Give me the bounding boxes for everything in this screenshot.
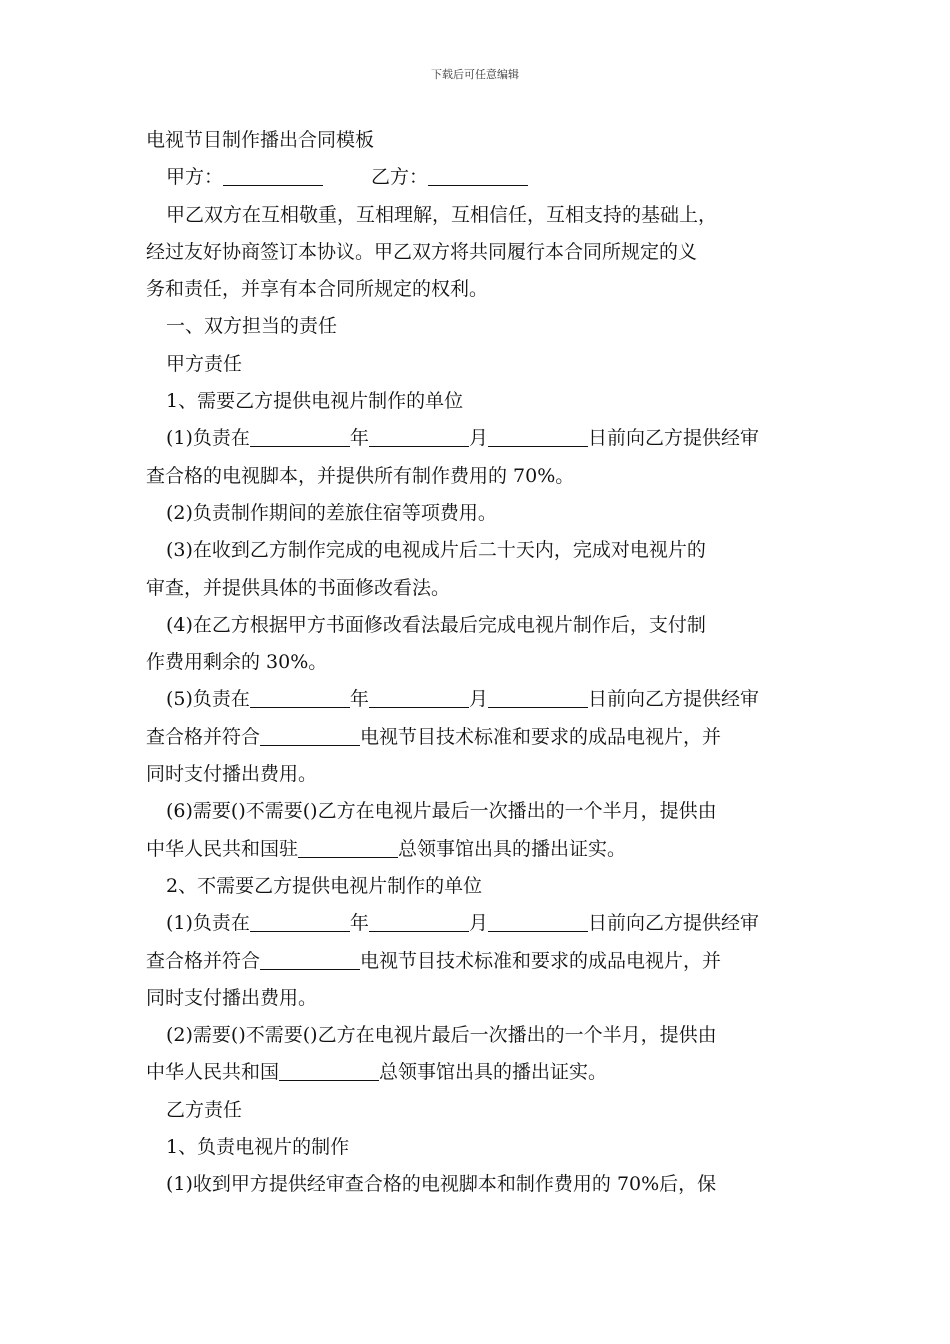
date-blank	[488, 706, 588, 708]
clause-a2-2-line-1: (2)需要()不需要()乙方在电视片最后一次播出的一个半月，提供由	[166, 1024, 717, 1047]
party-a-responsibility-heading: 甲方责任	[166, 352, 243, 375]
clause-b1-heading: 1、负责电视片的制作	[166, 1136, 350, 1159]
date-blank	[488, 930, 588, 932]
clause-a1-3-line-1: (3)在收到乙方制作完成的电视成片后二十天内，完成对电视片的	[166, 539, 706, 562]
parties-line	[146, 159, 811, 196]
standard-blank	[260, 968, 360, 970]
clause-a1-heading: 1、需要乙方提供电视片制作的单位	[166, 390, 464, 413]
party-a-label: 甲方：	[166, 166, 224, 189]
clause-a2-1-line-1: (1)负责在 年 月 日前向乙方提供经审	[166, 912, 759, 935]
clause-a1-4-line-2: 作费用剩余的 30%。	[146, 651, 328, 674]
clause-a1-5-line-3: 同时支付播出费用。	[146, 763, 318, 786]
clause-a2-1-line-3: 同时支付播出费用。	[146, 986, 318, 1009]
date-blank	[369, 930, 469, 932]
section-heading: 一、双方担当的责任	[166, 315, 338, 338]
date-blank	[369, 706, 469, 708]
date-blank	[250, 445, 350, 447]
intro-line-1: 甲乙双方在互相敬重，互相理解，互相信任，互相支持的基础上，	[166, 203, 718, 226]
intro-line-2: 经过友好协商签订本协议。甲乙双方将共同履行本合同所规定的义	[146, 240, 698, 263]
party-a-blank	[223, 184, 323, 186]
clause-a1-3-line-2: 审查，并提供具体的书面修改看法。	[146, 576, 451, 599]
consulate-blank	[279, 1079, 379, 1081]
party-b-blank	[428, 184, 528, 186]
clause-a1-5-line-2: 查合格并符合 电视节目技术标准和要求的成品电视片，并	[146, 725, 722, 748]
consulate-blank	[298, 856, 398, 858]
intro-line-3: 务和责任，并享有本合同所规定的权利。	[146, 278, 489, 301]
clause-a2-2-line-2: 中华人民共和国 总领事馆出具的播出证实。	[146, 1061, 608, 1084]
party-b-responsibility-heading: 乙方责任	[166, 1098, 243, 1121]
date-blank	[369, 445, 469, 447]
clause-a1-1-line-1: (1)负责在 年 月 日前向乙方提供经审	[166, 427, 759, 450]
clause-a2-1-line-2: 查合格并符合 电视节目技术标准和要求的成品电视片，并	[146, 949, 722, 972]
clause-a1-6-line-1: (6)需要()不需要()乙方在电视片最后一次播出的一个半月，提供由	[166, 800, 717, 823]
party-b-label: 乙方：	[371, 166, 429, 189]
date-blank	[250, 706, 350, 708]
clause-a1-4-line-1: (4)在乙方根据甲方书面修改看法最后完成电视片制作后，支付制	[166, 613, 706, 636]
date-blank	[250, 930, 350, 932]
clause-a1-2: (2)负责制作期间的差旅住宿等项费用。	[166, 501, 497, 524]
contract-body	[146, 122, 811, 1204]
clause-b1-1-line-1: (1)收到甲方提供经审查合格的电视脚本和制作费用的 70%后，保	[166, 1173, 717, 1196]
clause-a1-6-line-2: 中华人民共和国驻 总领事馆出具的播出证实。	[146, 837, 627, 860]
standard-blank	[260, 744, 360, 746]
page-header: 下载后可任意编辑	[431, 68, 519, 81]
clause-a1-5-line-1: (5)负责在 年 月 日前向乙方提供经审	[166, 688, 759, 711]
clause-a1-1-line-2: 查合格的电视脚本，并提供所有制作费用的 70%。	[146, 464, 575, 487]
clause-a2-heading: 2、不需要乙方提供电视片制作的单位	[166, 874, 483, 897]
date-blank	[488, 445, 588, 447]
contract-title: 电视节目制作播出合同模板	[146, 129, 375, 151]
